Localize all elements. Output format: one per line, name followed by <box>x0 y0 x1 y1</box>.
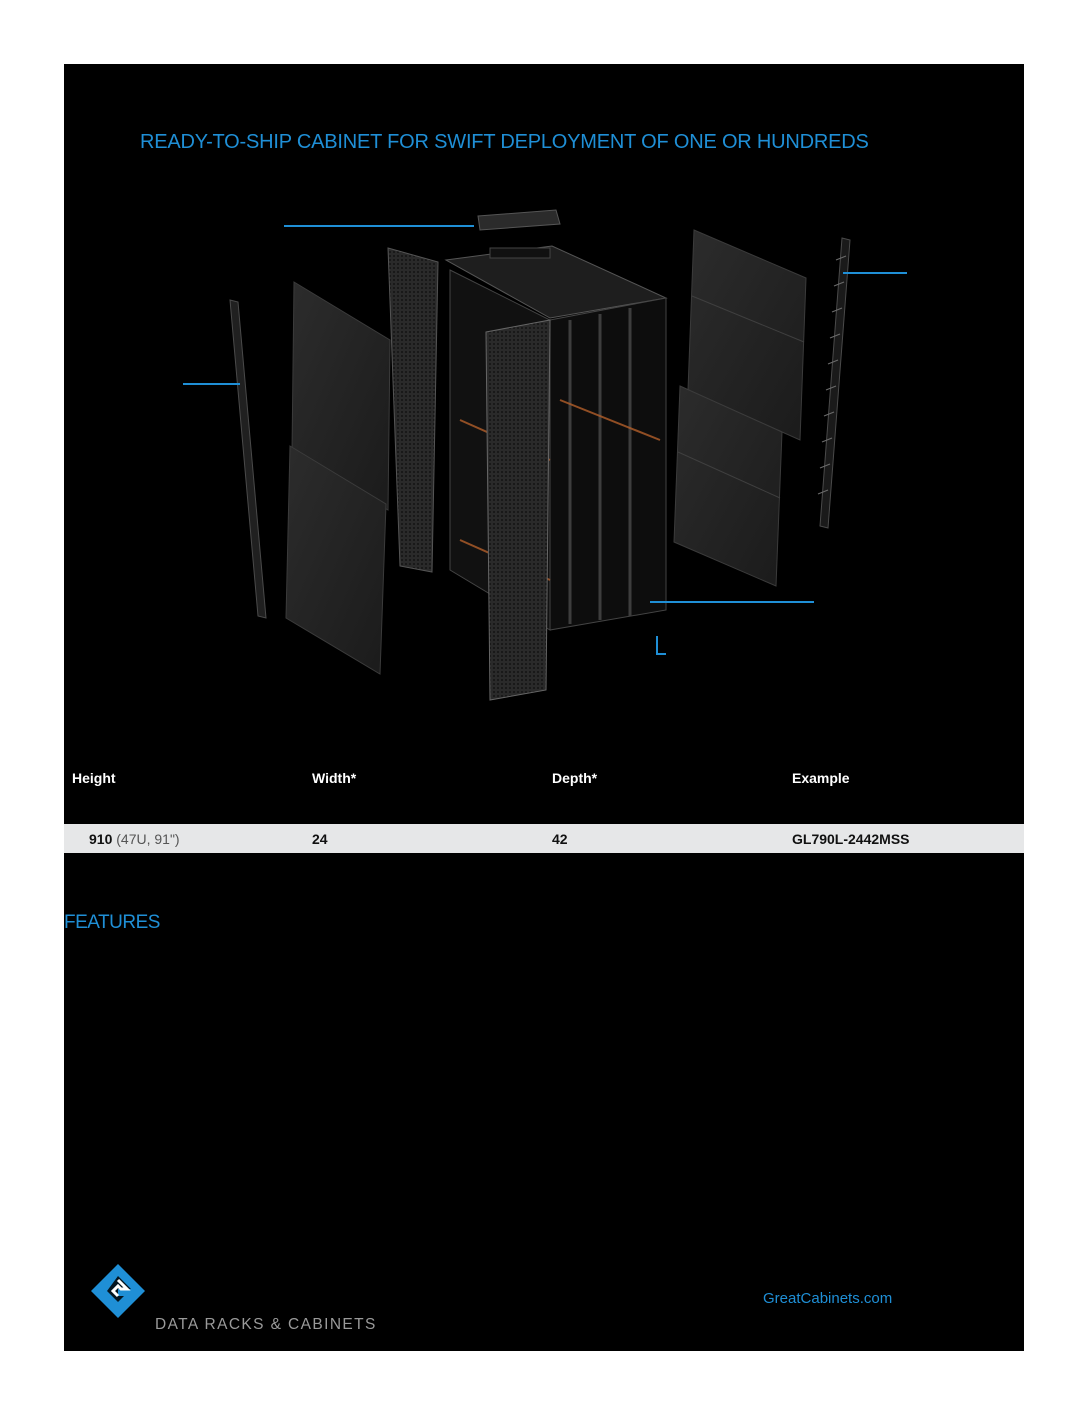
left-cable-manager <box>230 300 266 618</box>
page-title: READY-TO-SHIP CABINET FOR SWIFT DEPLOYMENT OF ONE OR HUNDREDS <box>140 131 869 153</box>
callout-line-leveler-h <box>656 653 666 655</box>
header-example: Example <box>792 770 850 786</box>
cell-height <box>89 831 180 847</box>
table-row <box>64 824 1024 853</box>
front-door <box>486 320 550 700</box>
header-height: Height <box>72 770 116 786</box>
right-cable-manager <box>820 238 850 528</box>
website-link[interactable]: GreatCabinets.com <box>763 1290 893 1307</box>
cabinet-exploded-illustration <box>160 190 960 720</box>
header-depth: Depth* <box>552 770 598 786</box>
callout-line-cable-manager <box>843 272 907 274</box>
callout-line-left-manager <box>183 383 240 385</box>
header-width: Width* <box>312 770 357 786</box>
callout-line-top-cover <box>284 225 474 227</box>
rear-door <box>388 248 438 572</box>
great-lakes-logo <box>91 1264 145 1318</box>
callout-line-frame <box>650 601 814 603</box>
top-vent <box>490 248 550 258</box>
callout-line-leveler-v <box>656 636 658 654</box>
cell-height-value: 910 <box>89 831 113 847</box>
cell-height-note: (47U, 91") <box>116 831 180 847</box>
features-heading: FEATURES <box>64 912 160 933</box>
cell-depth: 42 <box>552 831 568 847</box>
brand-tagline: DATA RACKS & CABINETS <box>155 1316 377 1333</box>
cabinet-frame-right <box>550 298 666 630</box>
top-cover <box>478 210 560 230</box>
cell-width: 24 <box>312 831 328 847</box>
spec-table-header <box>64 768 1024 792</box>
cell-example: GL790L-2442MSS <box>792 831 910 847</box>
